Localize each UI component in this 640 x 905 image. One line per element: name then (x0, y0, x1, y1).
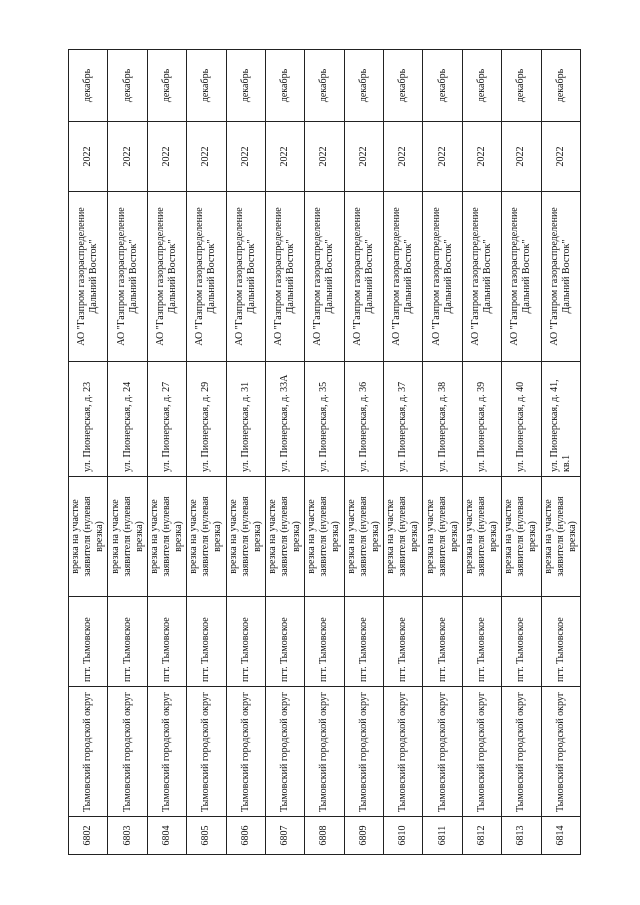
organization-cell: АО "Газпром газораспределение Дальний Восток" (147, 192, 186, 362)
organization-cell: АО "Газпром газораспределение Дальний Восток" (502, 192, 541, 362)
table-row (226, 50, 265, 855)
table-row (502, 50, 541, 855)
month-cell: декабрь (541, 50, 580, 122)
year-cell: 2022 (423, 122, 462, 192)
work-type-cell: врезка на участке заявителя (нулевая врезка) (265, 477, 304, 597)
settlement-cell: пгт. Тымовское (265, 597, 304, 687)
organization-cell: АО "Газпром газораспределение Дальний Восток" (305, 192, 344, 362)
month-cell: декабрь (502, 50, 541, 122)
district-cell: Тымовский городской округ (423, 687, 462, 817)
district-cell: Тымовский городской округ (108, 687, 147, 817)
district-cell: Тымовский городской округ (384, 687, 423, 817)
settlement-cell: пгт. Тымовское (187, 597, 226, 687)
month-cell: декабрь (305, 50, 344, 122)
row-number: 6803 (108, 817, 147, 855)
work-type-cell: врезка на участке заявителя (нулевая врезка) (462, 477, 501, 597)
district-cell: Тымовский городской округ (187, 687, 226, 817)
month-cell: декабрь (384, 50, 423, 122)
organization-cell: АО "Газпром газораспределение Дальний Восток" (541, 192, 580, 362)
address-cell: ул. Пионерская, д. 24 (108, 362, 147, 477)
table-row (462, 50, 501, 855)
address-cell: ул. Пионерская, д. 38 (423, 362, 462, 477)
rotated-table-wrapper (68, 50, 580, 855)
settlement-cell: пгт. Тымовское (108, 597, 147, 687)
month-cell: декабрь (423, 50, 462, 122)
table-row (265, 50, 304, 855)
work-type-cell: врезка на участке заявителя (нулевая врезка) (423, 477, 462, 597)
table-row (541, 50, 580, 855)
settlement-cell: пгт. Тымовское (344, 597, 383, 687)
address-cell: ул. Пионерская, д. 29 (187, 362, 226, 477)
table-row (344, 50, 383, 855)
table-row (108, 50, 147, 855)
table-row (423, 50, 462, 855)
year-cell: 2022 (344, 122, 383, 192)
address-cell: ул. Пионерская, д. 39 (462, 362, 501, 477)
district-cell: Тымовский городской округ (462, 687, 501, 817)
organization-cell: АО "Газпром газораспределение Дальний Восток" (226, 192, 265, 362)
address-cell: ул. Пионерская, д. 27 (147, 362, 186, 477)
row-number: 6802 (69, 817, 108, 855)
work-type-cell: врезка на участке заявителя (нулевая врезка) (226, 477, 265, 597)
work-type-cell: врезка на участке заявителя (нулевая врезка) (147, 477, 186, 597)
settlement-cell: пгт. Тымовское (502, 597, 541, 687)
work-type-cell: врезка на участке заявителя (нулевая врезка) (187, 477, 226, 597)
address-cell: ул. Пионерская, д. 23 (69, 362, 108, 477)
month-cell: декабрь (265, 50, 304, 122)
gas-connection-table (68, 49, 581, 855)
address-cell: ул. Пионерская, д. 37 (384, 362, 423, 477)
organization-cell: АО "Газпром газораспределение Дальний Восток" (344, 192, 383, 362)
year-cell: 2022 (226, 122, 265, 192)
year-cell: 2022 (541, 122, 580, 192)
address-cell: ул. Пионерская, д. 35 (305, 362, 344, 477)
row-number: 6804 (147, 817, 186, 855)
district-cell: Тымовский городской округ (226, 687, 265, 817)
row-number: 6811 (423, 817, 462, 855)
year-cell: 2022 (69, 122, 108, 192)
settlement-cell: пгт. Тымовское (69, 597, 108, 687)
row-number: 6806 (226, 817, 265, 855)
settlement-cell: пгт. Тымовское (423, 597, 462, 687)
district-cell: Тымовский городской округ (344, 687, 383, 817)
year-cell: 2022 (265, 122, 304, 192)
address-cell: ул. Пионерская, д. 36 (344, 362, 383, 477)
work-type-cell: врезка на участке заявителя (нулевая врезка) (69, 477, 108, 597)
work-type-cell: врезка на участке заявителя (нулевая врезка) (305, 477, 344, 597)
year-cell: 2022 (384, 122, 423, 192)
month-cell: декабрь (462, 50, 501, 122)
organization-cell: АО "Газпром газораспределение Дальний Восток" (108, 192, 147, 362)
work-type-cell: врезка на участке заявителя (нулевая врезка) (541, 477, 580, 597)
settlement-cell: пгт. Тымовское (147, 597, 186, 687)
district-cell: Тымовский городской округ (541, 687, 580, 817)
district-cell: Тымовский городской округ (265, 687, 304, 817)
month-cell: декабрь (226, 50, 265, 122)
row-number: 6813 (502, 817, 541, 855)
settlement-cell: пгт. Тымовское (541, 597, 580, 687)
work-type-cell: врезка на участке заявителя (нулевая врезка) (502, 477, 541, 597)
table-row (187, 50, 226, 855)
row-number: 6808 (305, 817, 344, 855)
district-cell: Тымовский городской округ (305, 687, 344, 817)
table-row (305, 50, 344, 855)
year-cell: 2022 (108, 122, 147, 192)
district-cell: Тымовский городской округ (147, 687, 186, 817)
year-cell: 2022 (305, 122, 344, 192)
year-cell: 2022 (502, 122, 541, 192)
row-number: 6810 (384, 817, 423, 855)
organization-cell: АО "Газпром газораспределение Дальний Восток" (187, 192, 226, 362)
row-number: 6805 (187, 817, 226, 855)
address-cell: ул. Пионерская, д. 40 (502, 362, 541, 477)
month-cell: декабрь (69, 50, 108, 122)
row-number: 6809 (344, 817, 383, 855)
address-cell: ул. Пионерская, д. 41, кв.1 (541, 362, 580, 477)
work-type-cell: врезка на участке заявителя (нулевая врезка) (344, 477, 383, 597)
month-cell: декабрь (147, 50, 186, 122)
work-type-cell: врезка на участке заявителя (нулевая врезка) (108, 477, 147, 597)
organization-cell: АО "Газпром газораспределение Дальний Восток" (69, 192, 108, 362)
organization-cell: АО "Газпром газораспределение Дальний Восток" (265, 192, 304, 362)
table-row (69, 50, 108, 855)
settlement-cell: пгт. Тымовское (384, 597, 423, 687)
settlement-cell: пгт. Тымовское (305, 597, 344, 687)
row-number: 6814 (541, 817, 580, 855)
year-cell: 2022 (462, 122, 501, 192)
row-number: 6807 (265, 817, 304, 855)
row-number: 6812 (462, 817, 501, 855)
month-cell: декабрь (108, 50, 147, 122)
address-cell: ул. Пионерская, д. 33А (265, 362, 304, 477)
organization-cell: АО "Газпром газораспределение Дальний Восток" (423, 192, 462, 362)
district-cell: Тымовский городской округ (502, 687, 541, 817)
table-body (69, 50, 581, 855)
month-cell: декабрь (344, 50, 383, 122)
work-type-cell: врезка на участке заявителя (нулевая врезка) (384, 477, 423, 597)
settlement-cell: пгт. Тымовское (462, 597, 501, 687)
organization-cell: АО "Газпром газораспределение Дальний Восток" (462, 192, 501, 362)
table-row (384, 50, 423, 855)
settlement-cell: пгт. Тымовское (226, 597, 265, 687)
year-cell: 2022 (147, 122, 186, 192)
district-cell: Тымовский городской округ (69, 687, 108, 817)
month-cell: декабрь (187, 50, 226, 122)
table-row (147, 50, 186, 855)
organization-cell: АО "Газпром газораспределение Дальний Восток" (384, 192, 423, 362)
address-cell: ул. Пионерская, д. 31 (226, 362, 265, 477)
year-cell: 2022 (187, 122, 226, 192)
